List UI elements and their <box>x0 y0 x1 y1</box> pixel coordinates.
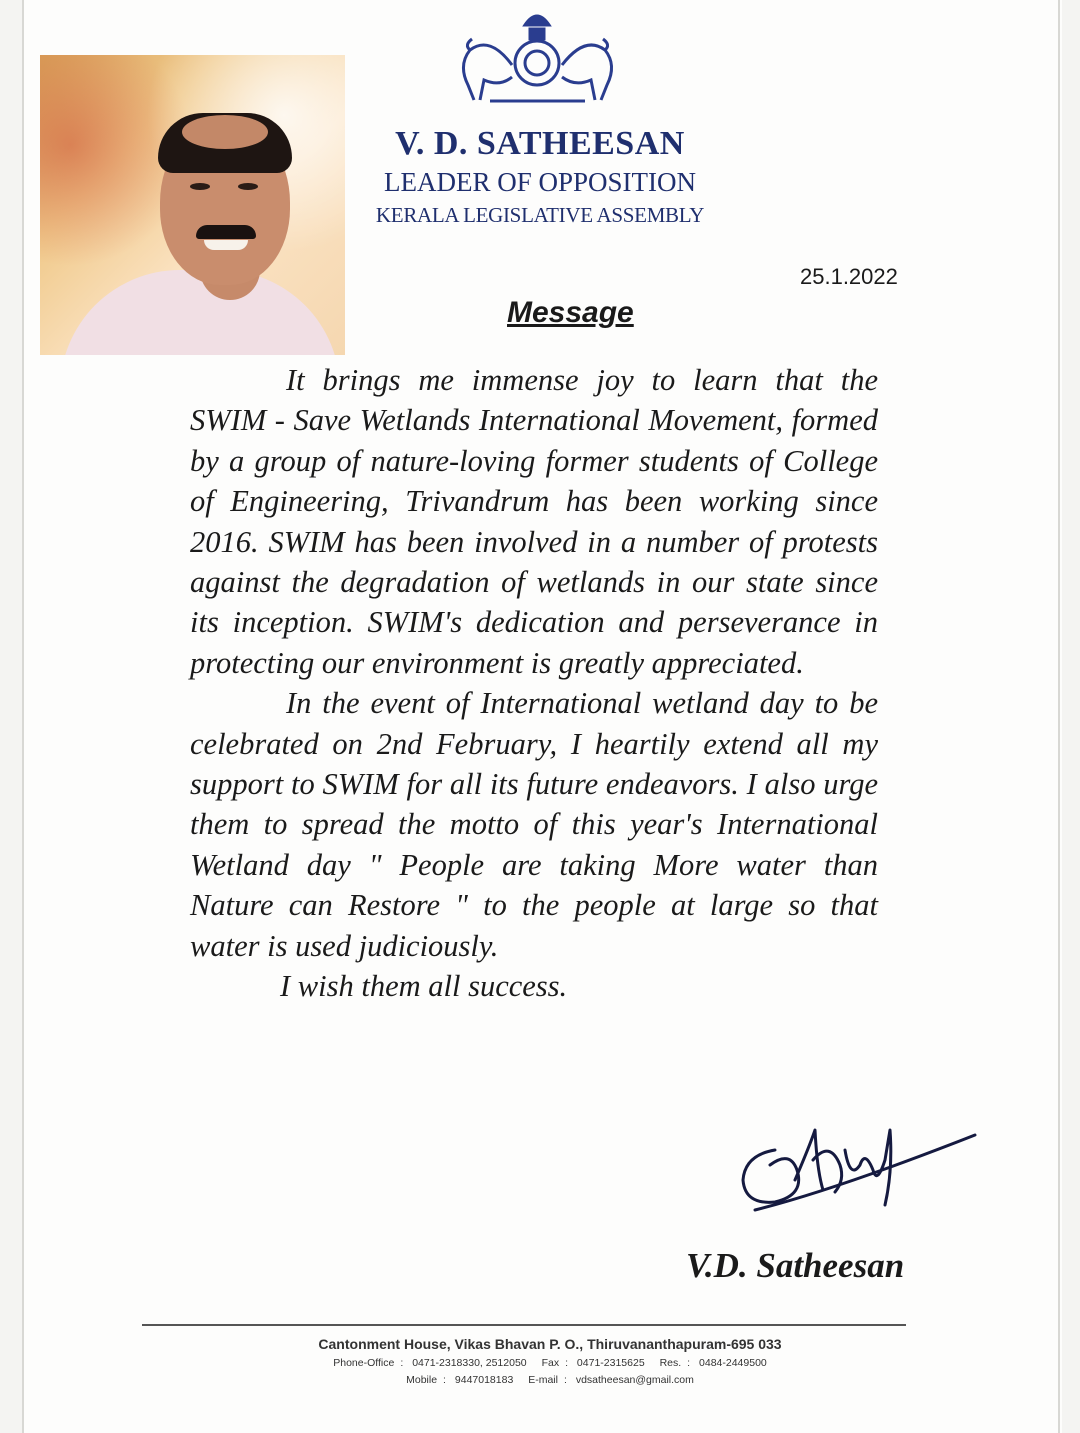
phone-office-value: 0471-2318330, 2512050 <box>412 1357 527 1369</box>
footer-divider <box>142 1324 906 1326</box>
portrait-photo <box>40 55 345 355</box>
mobile-label: Mobile <box>406 1374 438 1386</box>
footer-contact-line: Mobile : 9447018183 E-mail : vdsatheesan@gmail.com <box>406 1374 694 1386</box>
letterhead-name: V. D. SATHEESAN <box>395 125 685 162</box>
mobile-value: 9447018183 <box>454 1374 514 1386</box>
letter-footer <box>200 1334 900 1388</box>
message-paragraph-2: In the event of International wetland day to be celebrated on 2nd February, I heartily extend all my support to SWIM for all its future endeavors. I also urge them to spread the motto of this year's International Wetland day " People are taking More water than Nature can Restore " to the people at large so that water is used judiciously. <box>190 686 878 963</box>
res-label: Res. <box>659 1357 682 1369</box>
page-edge-left <box>22 0 24 1433</box>
footer-phone-line: Phone-Office : 0471-2318330, 2512050 Fax : 0471-2315625 Res. : 0484-2449500 <box>333 1357 767 1369</box>
letterhead-role: LEADER OF OPPOSITION <box>383 167 697 197</box>
fax-label: Fax <box>541 1357 560 1369</box>
email-label: E-mail <box>528 1374 558 1386</box>
message-heading: Message <box>507 296 634 329</box>
page-edge-right <box>1058 0 1060 1433</box>
letterhead <box>350 124 730 228</box>
message-paragraph-1: It brings me immense joy to learn that the SWIM - Save Wetlands International Movement, formed by a group of nature-loving former students of College of Engineering, Trivandrum has been working since 2016. SWIM has been involved in a number of protests against the degradation of wetlands in our state since its inception. SWIM's dedication and perseverance in protecting our environment is greatly appreciated. <box>190 363 878 680</box>
state-emblem-icon <box>450 5 625 105</box>
letterhead-organization: KERALA LEGISLATIVE ASSEMBLY <box>375 203 705 227</box>
res-value: 0484-2449500 <box>699 1357 767 1369</box>
phone-office-label: Phone-Office <box>333 1357 395 1369</box>
signatory-name: V.D. Satheesan <box>686 1246 905 1285</box>
letter-date: 25.1.2022 <box>800 264 898 289</box>
footer-address: Cantonment House, Vikas Bhavan P. O., Thiruvananthapuram-695 033 <box>318 1336 782 1352</box>
message-body <box>190 360 878 1007</box>
email-value: vdsatheesan@gmail.com <box>575 1374 694 1386</box>
handwritten-signature <box>735 1110 985 1240</box>
fax-value: 0471-2315625 <box>576 1357 645 1369</box>
message-closing: I wish them all success. <box>280 969 568 1004</box>
